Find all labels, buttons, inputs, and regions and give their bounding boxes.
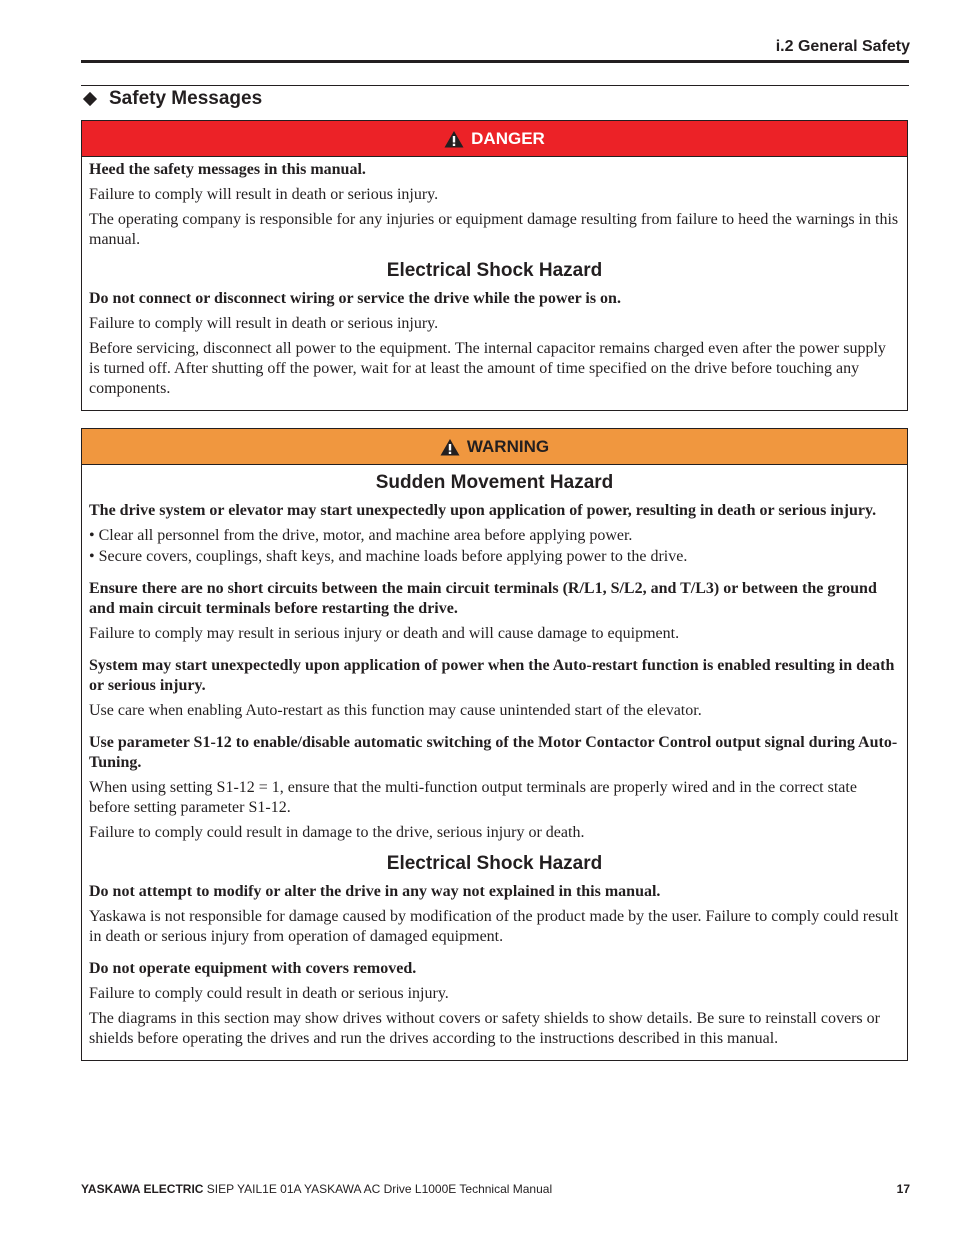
section-heading <box>81 88 262 110</box>
warning-paragraph: Yaskawa is not responsible for damage caused by modification of the product made by the user. Failure to comply could result in death or serious injury from operation of damaged equipment. <box>89 908 899 945</box>
footer-brand: YASKAWA ELECTRIC <box>81 1182 204 1196</box>
danger-paragraph: The operating company is responsible for any injuries or equipment damage resulting from failure to heed the warnings in this manual. <box>89 211 899 248</box>
warning-statement: Do not operate equipment with covers removed. <box>89 960 417 977</box>
warning-content <box>82 465 907 1060</box>
section-rule <box>81 85 909 86</box>
footer-document-title: SIEP YAIL1E 01A YASKAWA AC Drive L1000E Technical Manual <box>203 1182 553 1196</box>
warning-triangle-icon <box>440 438 460 456</box>
list-item: • Secure covers, couplings, shaft keys, and machine loads before applying power to the drive. <box>89 548 688 565</box>
danger-box <box>81 120 908 411</box>
warning-consequence: Failure to comply could result in death or serious injury. <box>89 985 449 1002</box>
list-item: • Clear all personnel from the drive, motor, and machine area before applying power. <box>89 527 633 544</box>
warning-bullet-list <box>89 526 900 567</box>
danger-consequence: Failure to comply will result in death or serious injury. <box>89 186 439 203</box>
danger-label: DANGER <box>471 128 545 148</box>
hazard-heading: Sudden Movement Hazard <box>375 472 614 493</box>
page-number: 17 <box>896 1182 910 1196</box>
warning-statement: The drive system or elevator may start unexpectedly upon application of power, resulting in death or serious injury. <box>89 502 877 519</box>
warning-triangle-icon <box>444 130 464 148</box>
page-footer <box>81 1182 552 1196</box>
warning-consequence: Failure to comply could result in damage to the drive, serious injury or death. <box>89 824 585 841</box>
warning-statement: Do not attempt to modify or alter the drive in any way not explained in this manual. <box>89 883 661 900</box>
warning-statement: System may start unexpectedly upon application of power when the Auto-restart function is enabled resulting in death or serious injury. <box>89 657 895 694</box>
diamond-bullet-icon <box>83 92 97 106</box>
hazard-heading: Electrical Shock Hazard <box>386 260 603 281</box>
danger-statement: Heed the safety messages in this manual. <box>89 161 366 178</box>
danger-content <box>82 157 907 410</box>
danger-consequence: Failure to comply will result in death or serious injury. <box>89 315 439 332</box>
running-header: i.2 General Safety <box>775 38 910 55</box>
header-rule <box>81 60 909 63</box>
danger-paragraph: Before servicing, disconnect all power to the equipment. The internal capacitor remains charged even after the power supply is turned off. After shutting off the power, wait for at least the amount of time specified on the drive before touching any components. <box>89 340 886 397</box>
warning-statement: Ensure there are no short circuits between the main circuit terminals (R/L1, S/L2, and T/L3) or between the ground and main circuit terminals before restarting the drive. <box>89 580 877 617</box>
warning-label: WARNING <box>466 436 550 456</box>
section-title-text: Safety Messages <box>109 88 263 109</box>
warning-paragraph: When using setting S1-12 = 1, ensure that the multi-function output terminals are properly wired and in the correct state before setting parameter S1-12. <box>89 779 857 816</box>
hazard-heading: Electrical Shock Hazard <box>386 853 603 874</box>
warning-statement: Use parameter S1-12 to enable/disable automatic switching of the Motor Contactor Control output signal during Auto-Tuning. <box>89 734 898 771</box>
warning-box <box>81 428 908 1061</box>
danger-statement: Do not connect or disconnect wiring or service the drive while the power is on. <box>89 290 621 307</box>
danger-banner <box>82 121 907 157</box>
warning-paragraph: The diagrams in this section may show drives without covers or safety shields to show details. Be sure to reinstall covers or shields before operating the drives and run the drives according to the instructions described in this manual. <box>89 1010 880 1047</box>
warning-consequence: Failure to comply may result in serious injury or death and will cause damage to equipment. <box>89 625 680 642</box>
warning-banner <box>82 429 907 465</box>
warning-paragraph: Use care when enabling Auto-restart as this function may cause unintended start of the elevator. <box>89 702 702 719</box>
